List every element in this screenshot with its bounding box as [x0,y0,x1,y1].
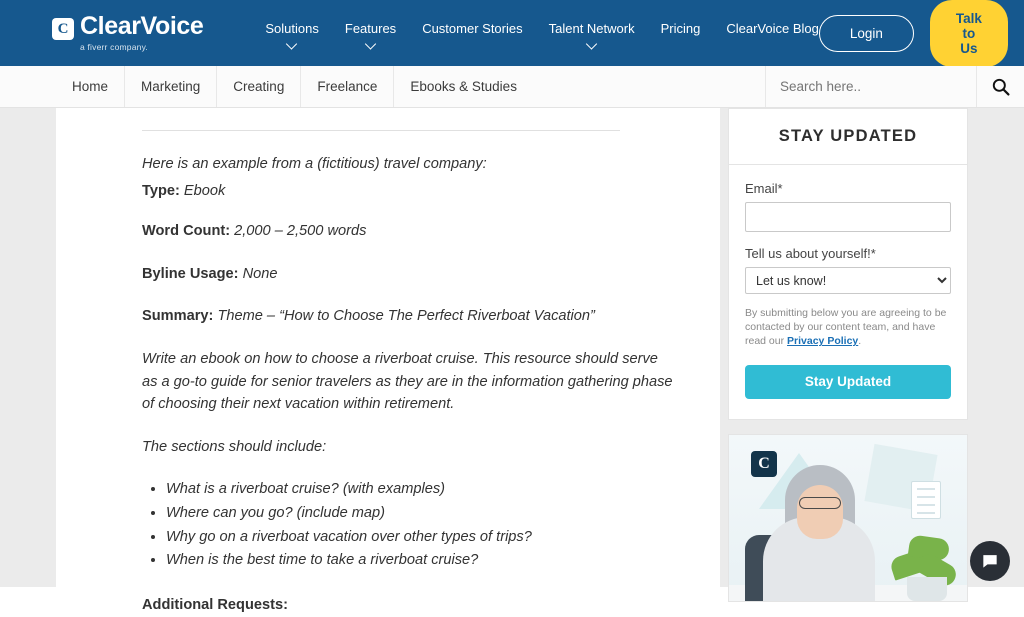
promo-image-card[interactable] [728,434,968,602]
subnav-item-freelance[interactable]: Freelance [300,66,393,107]
summary-label: Summary: [142,308,214,325]
subnav-item-marketing[interactable]: Marketing [124,66,216,107]
document-icon [911,481,941,519]
type-value: Ebook [183,182,226,199]
clearvoice-badge-icon: C [751,451,777,477]
login-button[interactable]: Login [819,15,914,52]
person-face [797,485,843,539]
chat-icon [980,551,1000,571]
section-divider [142,130,620,131]
article-body [56,108,720,617]
nav-item-label: Customer Stories [422,20,523,36]
search-icon [991,77,1010,96]
article-additional-requests [142,594,676,617]
about-you-select[interactable] [745,267,951,294]
list-item: • Where can you go? (include map) [166,502,676,525]
header-actions [819,0,1008,67]
article-sections-intro: The sections should include: [142,438,327,455]
nav-item-label: Pricing [660,20,701,36]
byline-label: Byline Usage: [142,265,239,282]
subnav-item-creating[interactable]: Creating [216,66,300,107]
stay-updated-header [729,109,967,165]
article-paragraph: Write an ebook on how to choose a riverboat cruise. This resource should serve as a go-to guide for senior travelers as they are in the information gathering phase of choosing their next vacation within retirement. [142,351,673,413]
nav-item-label: Talent Network [548,20,635,36]
word-count-label: Word Count: [142,223,231,240]
nav-item-pricing[interactable] [661,19,701,48]
list-item: • When is the best time to take a riverboat cruise? [166,549,676,572]
search-input[interactable] [766,66,976,107]
nav-item-label: Features [344,20,397,36]
article-section-list [142,478,676,571]
article-sheet [56,108,720,613]
nav-item-features[interactable] [345,19,396,48]
byline-value: None [242,265,278,282]
nav-item-label: Solutions [265,20,319,36]
nav-item-talent-network[interactable] [549,19,635,48]
word-count-value: 2,000 – 2,500 words [234,223,367,240]
disclaimer-period: . [858,335,862,348]
type-label: Type: [142,182,180,199]
clearvoice-logo-icon: C [52,18,74,40]
nav-item-label: ClearVoice Blog [726,20,819,36]
article-type-line [142,180,676,203]
search-area [765,66,1024,107]
chat-widget-button[interactable] [970,541,1010,581]
article-word-count-line [142,220,676,243]
article-summary-line [142,305,676,328]
stay-updated-card [728,108,968,420]
nav-item-customer-stories[interactable] [422,19,522,48]
summary-value: Theme – “How to Choose The Perfect Riverboat Vacation” [217,308,595,325]
plant-decoration [891,527,961,601]
plant-pot [907,577,947,601]
top-navigation-bar [0,0,1024,66]
subnav-item-home[interactable]: Home [72,79,109,94]
talk-to-us-button[interactable]: Talk to Us [930,0,1008,67]
logo-wordmark: ClearVoice [80,12,204,41]
list-item: • What is a riverboat cruise? (with examples) [166,478,676,501]
email-label: Email* [745,181,783,196]
secondary-navigation-bar [0,66,1024,108]
chevron-down-icon [288,43,297,48]
disclaimer-text [745,306,951,349]
stay-updated-form [729,165,967,419]
stay-updated-submit-button[interactable]: Stay Updated [745,365,951,399]
chevron-down-icon [366,43,375,48]
logo-tagline: a fiverr company. [80,42,148,53]
about-you-label: Tell us about yourself!* [745,246,876,261]
article-byline-line [142,263,676,286]
glasses-icon [799,497,841,509]
sidebar [728,108,968,602]
email-field[interactable] [745,202,951,232]
nav-item-clearvoice-blog[interactable] [726,19,819,48]
content-area [0,108,1024,613]
list-item: • Why go on a riverboat vacation over other types of trips? [166,526,676,549]
privacy-policy-link[interactable]: Privacy Policy [787,335,859,348]
nav-item-solutions[interactable] [265,19,318,48]
search-button[interactable] [976,66,1024,107]
subnav-item-ebooks-studies[interactable]: Ebooks & Studies [393,66,533,107]
stay-updated-title: STAY UPDATED [778,127,918,145]
site-logo[interactable] [52,14,203,52]
article-intro: Here is an example from a (fictitious) travel company: [142,156,487,172]
additional-requests-label: Additional Requests: [142,596,288,613]
disclaimer-body: By submitting below you are agreeing to be contacted by our content team, and have read our [745,307,947,348]
primary-nav [265,19,818,48]
chevron-down-icon [587,43,596,48]
